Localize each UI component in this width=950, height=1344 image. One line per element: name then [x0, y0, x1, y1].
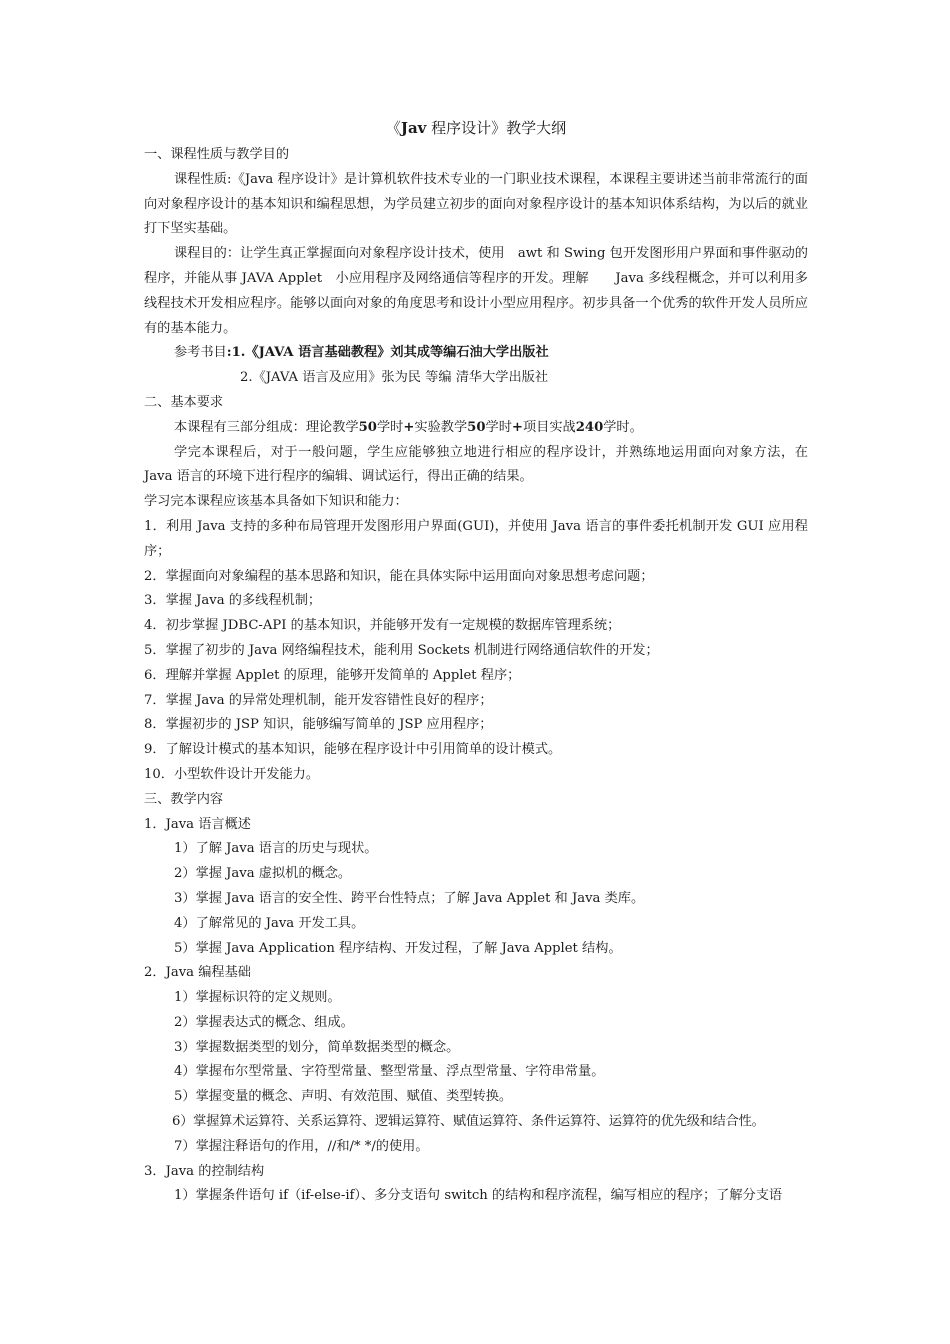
after-course-paragraph: 学完本课程后，对于一般问题，学生应能够独立地进行相应的程序设计，并熟练地运用面向对象方法，在 Java 语言的环境下进行程序的编辑、调试运行，得出正确的结果。 — [144, 444, 808, 485]
chapter-2-item: 2）掌握表达式的概念、组成。 — [174, 1014, 354, 1030]
chapter-2-item: 5）掌握变量的概念、声明、有效范围、赋值、类型转换。 — [174, 1089, 513, 1105]
chapter-1-item: 1）了解 Java 语言的历史与现状。 — [174, 841, 378, 857]
abilities-intro: 学习完本课程应该基本具备如下知识和能力： — [144, 494, 408, 510]
course-goal-paragraph: 课程目的：让学生真正掌握面向对象程序设计技术，使用 awt 和 Swing 包开发图形用户界面和事件驱动的程序，并能从事 JAVA Applet 小应用程序及网络通信等程序的开发。理解 Java 多线程概念，并可以利用多线程技术开发相应程序。能够以面向对象的角度思考和设计小型应用程序。初步具备一个优秀的软件开发人员所应有的基本能力。 — [144, 246, 808, 336]
chapter-1-item: 4）了解常见的 Java 开发工具。 — [174, 915, 365, 931]
ability-item: 8．掌握初步的 JSP 知识，能够编写简单的 JSP 应用程序； — [144, 717, 493, 733]
ability-item: 4．初步掌握 JDBC-API 的基本知识，并能够开发有一定规模的数据库管理系统； — [144, 618, 621, 634]
ability-item: 3．掌握 Java 的多线程机制； — [144, 593, 322, 609]
section-1-heading: 一、课程性质与教学目的 — [144, 147, 290, 162]
chapter-2-item: 1）掌握标识符的定义规则。 — [174, 990, 341, 1006]
section-3-heading: 三、教学内容 — [144, 791, 224, 807]
ability-item: 1．利用 Java 支持的多种布局管理开发图形用户界面(GUI)，并使用 Java 语言的事件委托机制开发 GUI 应用程序； — [144, 518, 808, 559]
reference-book-1: 参考书目:1.《JAVA 语言基础教程》刘其成等编石油大学出版社 — [174, 345, 549, 361]
chapter-1-item: 2）掌握 Java 虚拟机的概念。 — [174, 866, 352, 882]
chapter-2-heading: 2．Java 编程基础 — [144, 965, 251, 981]
ability-item: 5．掌握了初步的 Java 网络编程技术，能利用 Sockets 机制进行网络通信软件的开发； — [144, 642, 659, 658]
chapter-1-heading: 1．Java 语言概述 — [144, 816, 251, 832]
ability-item: 10．小型软件设计开发能力。 — [144, 766, 320, 782]
document-title: 《Jav 程序设计》教学大纲 — [385, 119, 567, 137]
course-hours-paragraph: 本课程有三部分组成：理论教学50学时+实验教学50学时+项目实战240学时。 — [174, 419, 643, 435]
ability-item: 6．理解并掌握 Applet 的原理，能够开发简单的 Applet 程序； — [144, 667, 521, 683]
chapter-3-item: 1）掌握条件语句 if（if-else-if）、多分支语句 switch 的结构和程序流程，编写相应的程序；了解分支语 — [174, 1188, 783, 1204]
chapter-3-heading: 3．Java 的控制结构 — [144, 1163, 265, 1179]
title-bold-part: Jav — [400, 119, 427, 137]
chapter-1-item: 5）掌握 Java Application 程序结构、开发过程，了解 Java Applet 结构。 — [174, 940, 622, 956]
chapter-2-item: 7）掌握注释语句的作用，//和/* */的使用。 — [174, 1138, 429, 1154]
ability-item: 7．掌握 Java 的异常处理机制，能开发容错性良好的程序； — [144, 692, 493, 708]
chapter-2-item: 4）掌握布尔型常量、字符型常量、整型常量、浮点型常量、字符串常量。 — [174, 1064, 605, 1080]
section-2-heading: 二、基本要求 — [144, 394, 224, 410]
ability-item: 9．了解设计模式的基本知识，能够在程序设计中引用简单的设计模式。 — [144, 742, 562, 758]
chapter-2-item: 6）掌握算术运算符、关系运算符、逻辑运算符、赋值运算符、条件运算符、运算符的优先级和结合性。 — [172, 1114, 765, 1130]
reference-book-2: 2.《JAVA 语言及应用》张为民 等编 清华大学出版社 — [240, 370, 549, 386]
chapter-1-item: 3）掌握 Java 语言的安全性、跨平台性特点；了解 Java Applet 和 Java 类库。 — [174, 890, 645, 906]
ability-item: 2．掌握面向对象编程的基本思路和知识，能在具体实际中运用面向对象思想考虑问题； — [144, 568, 654, 584]
course-nature-paragraph: 课程性质:《Java 程序设计》是计算机软件技术专业的一门职业技术课程，本课程主要讲述当前非常流行的面向对象程序设计的基本知识和编程思想，为学员建立初步的面向对象程序设计的基本知识体系结构，为以后的就业打下坚实基础。 — [144, 171, 808, 237]
document-page — [144, 116, 808, 1209]
chapter-2-item: 3）掌握数据类型的划分，简单数据类型的概念。 — [174, 1039, 460, 1055]
